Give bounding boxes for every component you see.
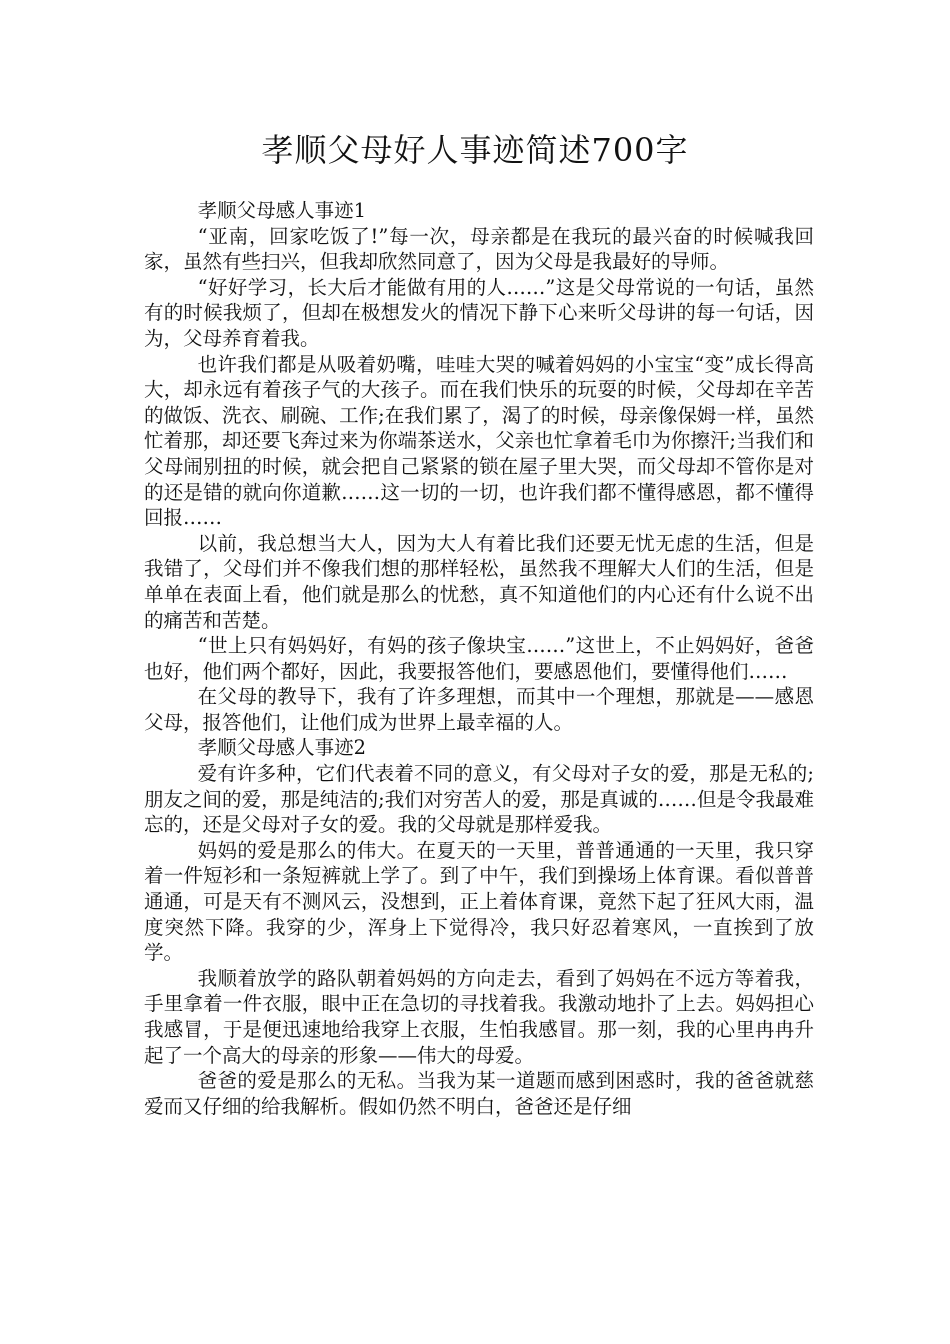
section-heading-2: 孝顺父母感人事迹2 [197,736,367,760]
paragraph: 以前，我总想当大人，因为大人有着比我们还要无忧无虑的生活，但是我错了，父母们并不像我们想的那样轻松，虽然我不理解大人们的生活，但是单单在表面上看，他们就是那么的忧愁，真不知道他们的内心还有什么说不出的痛苦和苦楚。 [144,531,814,632]
paragraph: 妈妈的爱是那么的伟大。在夏天的一天里，普普通通的一天里，我只穿着一件短衫和一条短裤就上学了。到了中午，我们到操场上体育课。看似普普通通，可是天有不测风云，没想到，正上着体育课，竟然下起了狂风大雨，温度突然下降。我穿的少，浑身上下觉得冷，我只好忍着寒风，一直挨到了放学。 [144,838,814,965]
document-body [144,198,814,1119]
paragraph: 爸爸的爱是那么的无私。当我为某一道题而感到困惑时，我的爸爸就慈爱而又仔细的给我解析。假如仍然不明白，爸爸还是仔细 [144,1069,814,1118]
paragraph: 我顺着放学的路队朝着妈妈的方向走去，看到了妈妈在不远方等着我，手里拿着一件衣服，眼中正在急切的寻找着我。我激动地扑了上去。妈妈担心我感冒，于是便迅速地给我穿上衣服，生怕我感冒。那一刻，我的心里冉冉升起了一个高大的母亲的形象——伟大的母爱。 [144,966,814,1067]
paragraph: “好好学习，长大后才能做有用的人……”这是父母常说的一句话，虽然有的时候我烦了，但却在极想发火的情况下静下心来听父母讲的每一句话，因为，父母养育着我。 [144,275,814,350]
document-title: 孝顺父母好人事迹简述700字 [261,131,689,169]
paragraph: “亚南，回家吃饭了!”每一次，母亲都是在我玩的最兴奋的时候喊我回家，虽然有些扫兴，但我却欣然同意了，因为父母是我最好的导师。 [144,224,814,274]
section-heading-1: 孝顺父母感人事迹1 [197,199,367,222]
paragraph: 在父母的教导下，我有了许多理想，而其中一个理想，那就是——感恩父母，报答他们，让他们成为世界上最幸福的人。 [144,685,814,734]
paragraph: 爱有许多种，它们代表着不同的意义，有父母对子女的爱，那是无私的;朋友之间的爱，那是纯洁的;我们对穷苦人的爱，那是真诚的……但是令我最难忘的，还是父母对子女的爱。我的父母就是那样爱我。 [144,762,814,837]
paragraph: “世上只有妈妈好，有妈的孩子像块宝……”这世上，不止妈妈好，爸爸也好，他们两个都好，因此，我要报答他们，要感恩他们，要懂得他们…… [144,634,814,683]
paragraph: 也许我们都是从吸着奶嘴，哇哇大哭的喊着妈妈的小宝宝“变”成长得高大，却永远有着孩子气的大孩子。而在我们快乐的玩耍的时候，父母却在辛苦的做饭、洗衣、刷碗、工作;在我们累了，渴了的时候，母亲像保姆一样，虽然忙着那，却还要飞奔过来为你端茶送水，父亲也忙拿着毛巾为你擦汗;当我们和父母闹别扭的时候，就会把自己紧紧的锁在屋子里大哭，而父母却不管你是对的还是错的就向你道歉……这一切的一切，也许我们都不懂得感恩，都不懂得回报…… [144,352,814,530]
